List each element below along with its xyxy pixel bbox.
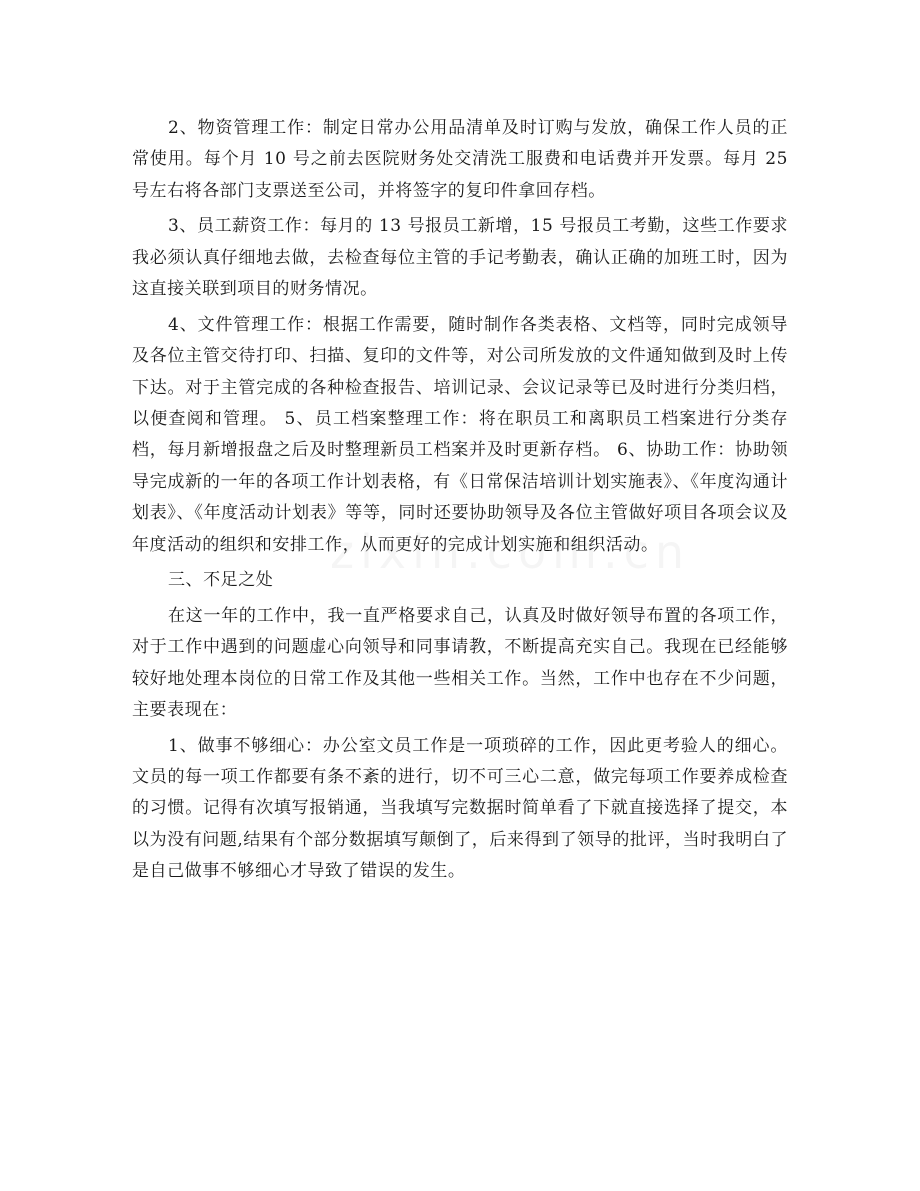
- paragraph-file-management: 4、文件管理工作：根据工作需要，随时制作各类表格、文档等，同时完成领导及各位主管交待打印、扫描、复印的文件等，对公司所发放的文件通知做到及时上传下达。对于主管完成的各种检查报告、培训记录、会议记录等已及时进行分类归档，以便查阅和管理。 5、员工档案整理工作：将在职员工和离职员工档案进行分类存档，每月新增报盘之后及时整理新员工档案并及时更新存档。 6、协助工作：协助领导完成新的一年的各项工作计划表格，有《日常保洁培训计划实施表》、《年度沟通计划表》、《年度活动计划表》等等，同时还要协助领导及各位主管做好项目各项会议及年度活动的组织和安排工作，从而更好的完成计划实施和组织活动。: [132, 314, 788, 555]
- document-body: [132, 113, 788, 892]
- section-heading-shortcomings: 三、不足之处: [168, 570, 274, 591]
- paragraph-year-summary: 在这一年的工作中，我一直严格要求自己，认真及时做好领导布置的各项工作，对于工作中遇到的问题虚心向领导和同事请教，不断提高充实自己。我现在已经能够较好地处理本岗位的日常工作及其他一些相关工作。当然，工作中也存在不少问题，主要表现在：: [132, 605, 788, 721]
- paragraph-supplies-management: 2、物资管理工作：制定日常办公用品清单及时订购与发放，确保工作人员的正常使用。每个月 10 号之前去医院财务处交清洗工服费和电话费并开发票。每月 25 号左右将各部门支票送至公司，并将签字的复印件拿回存档。: [132, 118, 788, 201]
- paragraph-payroll-work: 3、员工薪资工作：每月的 13 号报员工新增，15 号报员工考勤，这些工作要求我必须认真仔细地去做，去检查每位主管的手记考勤表，确认正确的加班工时，因为这直接关联到项目的财务情况。: [132, 216, 788, 300]
- paragraph-not-careful: 1、做事不够细心：办公室文员工作是一项琐碎的工作，因此更考验人的细心。文员的每一项工作都要有条不紊的进行，切不可三心二意，做完每项工作要养成检查的习惯。记得有次填写报销通，当我填写完数据时简单看了下就直接选择了提交，本以为没有问题,结果有个部分数据填写颠倒了，后来得到了领导的批评，当时我明白了是自己做事不够细心才导致了错误的发生。: [132, 735, 788, 882]
